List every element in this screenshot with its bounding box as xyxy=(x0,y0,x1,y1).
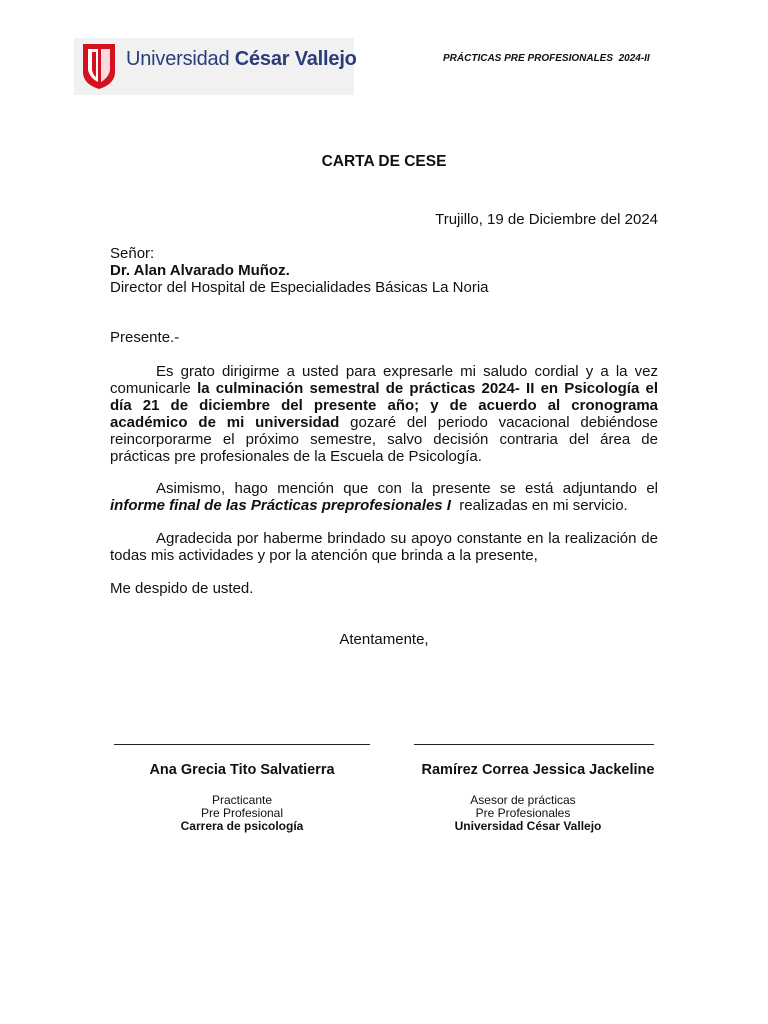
recipient-position: Director del Hospital de Especialidades Básicas La Noria xyxy=(110,279,489,296)
salutation: Señor: xyxy=(110,245,155,262)
program-header-note: PRÁCTICAS PRE PROFESIONALES 2024-II xyxy=(443,53,650,64)
letter-title: CARTA DE CESE xyxy=(321,153,447,170)
greeting: Presente.- xyxy=(110,329,180,346)
university-shield-icon xyxy=(82,42,116,90)
signature-line-right xyxy=(414,744,654,745)
advisor-institution: Universidad César Vallejo xyxy=(454,819,602,833)
report-title: informe final de las Prácticas preprofesionales I xyxy=(110,497,451,514)
student-role: Practicante xyxy=(211,793,273,807)
paragraph-1-highlight: la culminación semestral de prácticas 2024- II en Psicología el día 21 de diciembre del presente año; y de acuerdo al cronograma académico de mi universidad xyxy=(110,380,658,431)
signature-line-left xyxy=(114,744,370,745)
advisor-level: Pre Profesionales xyxy=(475,806,571,820)
paragraph-2-rest: realizadas en mi servicio. xyxy=(450,497,628,514)
body-paragraph-1 xyxy=(110,363,658,465)
student-name: Ana Grecia Tito Salvatierra xyxy=(149,762,335,778)
paragraph-1-rest: gozaré del periodo vacacional debiéndose reincorporarme el próximo semestre, salvo decisión contraria del área de prácticas pre profesionales de la Escuela de Psicología. xyxy=(110,414,658,465)
body-paragraph-3: Agradecida por haberme brindado su apoyo constante en la realización de todas mis actividades y por la atención que brinda a la presente, xyxy=(110,530,658,564)
advisor-name: Ramírez Correa Jessica Jackeline xyxy=(421,762,655,778)
closing-line: Me despido de usted. xyxy=(110,580,254,597)
university-logo-text: Universidad César Vallejo xyxy=(126,48,357,70)
letter-date: Trujillo, 19 de Diciembre del 2024 xyxy=(435,211,658,228)
student-level: Pre Profesional xyxy=(200,806,284,820)
paragraph-1-intro: Es grato dirigirme a usted para expresarle mi saludo cordial y a la vez comunicarle xyxy=(110,363,658,397)
sign-off: Atentamente, xyxy=(339,631,429,648)
body-paragraph-2 xyxy=(110,480,658,514)
university-logo xyxy=(74,38,357,95)
advisor-role: Asesor de prácticas xyxy=(470,793,576,807)
student-program: Carrera de psicología xyxy=(180,819,304,833)
paragraph-2-intro: Asimismo, hago mención que con la presente se está adjuntando el xyxy=(156,480,658,497)
recipient-name: Dr. Alan Alvarado Muñoz. xyxy=(110,262,290,279)
